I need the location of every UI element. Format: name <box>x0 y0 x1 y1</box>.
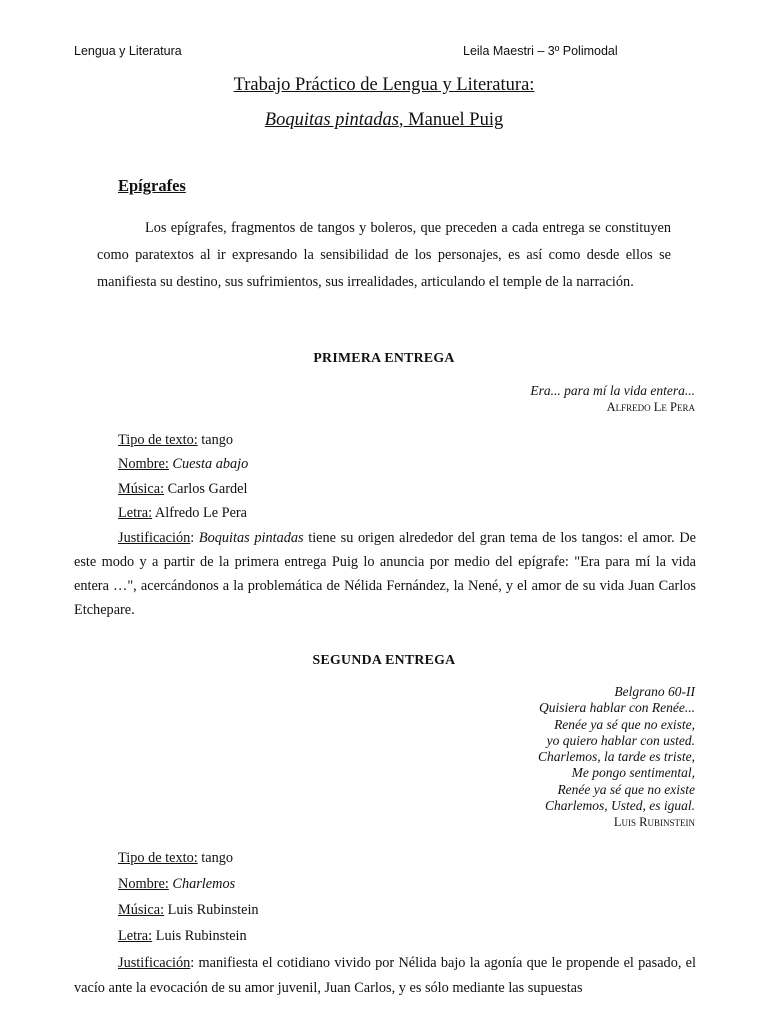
value-letra: Luis Rubinstein <box>152 928 247 944</box>
value-tipo: tango <box>197 850 234 866</box>
field-tipo <box>118 845 259 871</box>
epigraph-2 <box>538 684 695 831</box>
book-author: , Manuel Puig <box>398 110 504 130</box>
label-nombre: Nombre: <box>118 876 169 892</box>
value-letra: Alfredo Le Pera <box>152 504 248 521</box>
header-subject: Lengua y Literatura <box>74 44 182 58</box>
epigraph-author: Luis Rubinstein <box>613 815 695 830</box>
entrega-heading-1: PRIMERA ENTREGA <box>313 350 455 365</box>
just-text: : manifiesta el cotidiano vivido por Nélida bajo la agonía que le propende el pasado, el vacío ante la evocación de su amor juvenil, Juan Carlos, y es sólo mediante las supuestas <box>74 955 696 996</box>
field-musica <box>118 477 248 501</box>
epigraph-line: Renée ya sé que no existe <box>557 781 695 797</box>
song-details-1 <box>118 428 248 525</box>
epigraph-line: Belgrano 60-II <box>614 684 695 699</box>
epigraph-line: Charlemos, Usted, es igual. <box>545 798 695 814</box>
label-nombre: Nombre: <box>118 456 169 473</box>
epigraph-line: Me pongo sentimental, <box>571 765 695 781</box>
header-author: Leila Maestri – 3º Polimodal <box>463 44 618 58</box>
label-tipo: Tipo de texto: <box>118 432 198 448</box>
just-book: Boquitas pintadas <box>198 530 304 546</box>
value-musica: Carlos Gardel <box>164 480 248 497</box>
value-nombre: Charlemos <box>172 876 236 892</box>
song-details-2 <box>118 845 259 949</box>
label-musica: Música: <box>118 902 165 918</box>
book-title: Boquitas pintadas <box>264 110 399 130</box>
label-letra: Letra: <box>118 928 153 944</box>
field-tipo <box>118 428 248 452</box>
epigraph-line: Era... para mí la vida entera... <box>530 383 695 398</box>
justification-1: Justificación: Boquitas pintadas tiene su origen alrededor del gran tema de los tangos: el amor. De este modo y a partir de la primera entrega Puig lo anuncia por medio del epígrafe: "Era para mí la vida entera …", acercándonos a la problemática de Nélida Fernández, la Nené, y el amor de su vida Juan Carlos Etchepare. <box>74 530 696 618</box>
justification-2 <box>74 951 696 1001</box>
page-title: Trabajo Práctico de Lengua y Literatura: <box>233 75 535 95</box>
value-tipo: tango <box>197 432 234 448</box>
field-nombre <box>118 871 259 897</box>
epigraph-author: Alfredo Le Pera <box>606 400 695 415</box>
label-musica: Música: <box>118 480 165 497</box>
label-letra: Letra: <box>118 504 153 521</box>
field-musica <box>118 897 259 923</box>
label-justificacion: Justificación <box>118 955 191 971</box>
section-title: Epígrafes <box>118 176 186 195</box>
just-text: tiene su origen alrededor del gran tema de los tangos: el amor. De este modo y a partir de la primera entrega Puig lo anuncia por medio del epígrafe: "Era para mí la vida entera …", acercándonos a la problemática de Nélida Fernández, la Nené, y el amor de su vida Juan Carlos Etchepare. <box>74 530 696 618</box>
label-tipo: Tipo de texto: <box>118 850 198 866</box>
entrega-heading-2: SEGUNDA ENTREGA <box>312 652 456 667</box>
page-subtitle <box>0 110 768 131</box>
label-justificacion: Justificación <box>118 530 191 546</box>
epigraph-line: yo quiero hablar con usted. <box>546 732 695 748</box>
epigraph-line: Quisiera hablar con Renée... <box>539 700 695 716</box>
epigraph-1 <box>530 383 695 416</box>
value-nombre: Cuesta abajo <box>172 456 249 473</box>
epigraph-line: Renée ya sé que no existe, <box>554 716 695 732</box>
field-nombre <box>118 452 248 476</box>
intro-paragraph: Los epígrafes, fragmentos de tangos y boleros, que preceden a cada entrega se constituyen como paratextos al ir expresando la sensibilidad de los personajes, es así como desde ellos se manifiesta su destino, sus sufrimientos, sus irrealidades, articulando el temple de la narración. <box>97 220 671 290</box>
field-letra <box>118 501 248 525</box>
epigraph-line: Charlemos, la tarde es triste, <box>538 749 695 765</box>
field-letra <box>118 923 259 949</box>
value-musica: Luis Rubinstein <box>164 902 259 918</box>
